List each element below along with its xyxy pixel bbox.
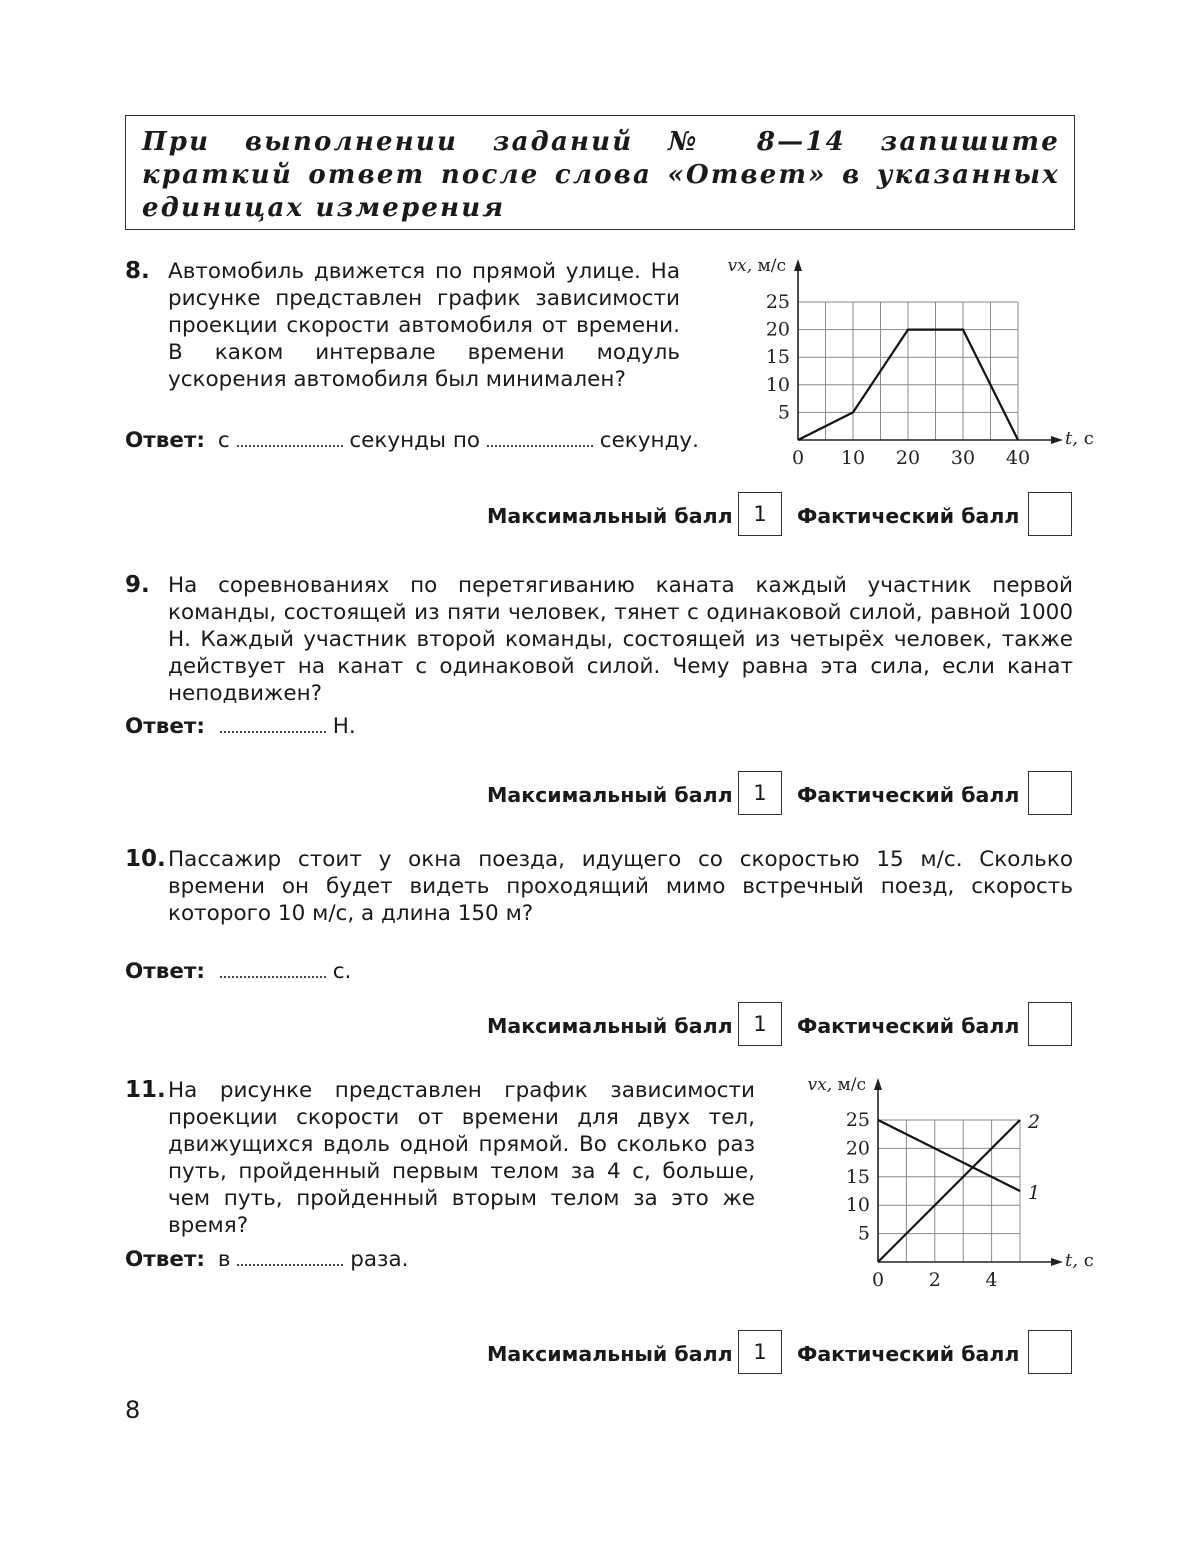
y-tick-label: 20 bbox=[765, 318, 790, 341]
y-tick-label: 15 bbox=[765, 346, 790, 369]
max-score-box: 1 bbox=[738, 771, 782, 815]
score-row-q11 bbox=[0, 1330, 1200, 1378]
question-11-number: 11. bbox=[125, 1077, 166, 1103]
score-row-q10 bbox=[0, 1002, 1200, 1050]
actual-score-label: Фактический балл bbox=[797, 783, 1020, 807]
x-axis-label: t, с bbox=[1065, 1250, 1094, 1271]
x-tick-label: 0 bbox=[871, 1269, 885, 1291]
x-tick-label: 0 bbox=[791, 447, 805, 469]
max-score-label: Максимальный балл bbox=[487, 783, 733, 807]
max-score-box: 1 bbox=[738, 1002, 782, 1046]
score-row-q9 bbox=[0, 771, 1200, 819]
y-axis-arrow bbox=[874, 1078, 882, 1090]
y-tick-label: 15 bbox=[845, 1165, 870, 1188]
x-tick-label: 2 bbox=[928, 1269, 941, 1291]
question-10-number: 10. bbox=[125, 846, 166, 872]
y-tick-label: 5 bbox=[777, 401, 790, 424]
max-score-box: 1 bbox=[738, 1330, 782, 1374]
answer-word: в bbox=[217, 1247, 231, 1272]
y-axis-label: vx, м/с bbox=[807, 1075, 866, 1095]
question-9-answer bbox=[125, 714, 356, 739]
answer-field[interactable] bbox=[487, 429, 593, 447]
y-tick-label: 25 bbox=[845, 1109, 870, 1131]
x-tick-label: 10 bbox=[840, 447, 866, 469]
instruction-text: При выполнении заданий № 8—14 запишите краткий ответ после слова «Ответ» в указанных единицах измерения bbox=[142, 127, 1060, 223]
answer-label: Ответ: bbox=[125, 428, 205, 453]
question-8-text: Автомобиль движется по прямой улице. На рисунке представлен график зависимости проекции скорости автомобиля от времени. В каком интервале времени модуль ускорения автомобиля был минимален? bbox=[168, 259, 680, 392]
answer-field[interactable] bbox=[237, 429, 343, 447]
answer-field[interactable] bbox=[220, 960, 326, 978]
max-score-label: Максимальный балл bbox=[487, 1342, 733, 1366]
x-axis-arrow bbox=[1051, 1258, 1063, 1266]
max-score-label: Максимальный балл bbox=[487, 504, 733, 528]
actual-score-label: Фактический балл bbox=[797, 1014, 1020, 1038]
answer-field[interactable] bbox=[237, 1248, 343, 1266]
series-label: 2 bbox=[1028, 1111, 1041, 1133]
y-axis-label: vx, м/с bbox=[727, 256, 786, 276]
chart-velocity-time-q11 bbox=[780, 1072, 1094, 1306]
question-9-text: На соревнованиях по перетягиванию каната каждый участник первой команды, состоящей из пяти человек, тянет с одинаковой силой, равной 1000 Н. Каждый участник второй команды, состоящей из четырёх человек, также действует на канат с одинаковой силой. Чему равна эта сила, если канат неподвижен? bbox=[168, 573, 1073, 706]
y-tick-label: 20 bbox=[845, 1137, 870, 1160]
actual-score-box[interactable] bbox=[1028, 1002, 1072, 1046]
x-axis-label: t, с bbox=[1065, 428, 1094, 449]
x-tick-label: 4 bbox=[985, 1269, 998, 1291]
x-tick-label: 40 bbox=[1005, 447, 1031, 469]
question-10-text: Пассажир стоит у окна поезда, идущего со скоростью 15 м/с. Сколько времени он будет видеть проходящий мимо встречный поезд, скорость которого 10 м/с, а длина 150 м? bbox=[168, 847, 1073, 926]
series-label: 1 bbox=[1028, 1182, 1041, 1204]
y-tick-label: 10 bbox=[845, 1194, 870, 1217]
series-line bbox=[878, 1120, 1020, 1262]
question-11-answer bbox=[125, 1247, 408, 1272]
answer-label: Ответ: bbox=[125, 959, 205, 984]
x-axis-arrow bbox=[1051, 436, 1063, 444]
answer-label: Ответ: bbox=[125, 714, 205, 739]
actual-score-label: Фактический балл bbox=[797, 1342, 1020, 1366]
actual-score-label: Фактический балл bbox=[797, 504, 1020, 528]
y-tick-label: 5 bbox=[857, 1222, 870, 1245]
actual-score-box[interactable] bbox=[1028, 771, 1072, 815]
answer-word: раза. bbox=[350, 1247, 409, 1272]
answer-word: с bbox=[217, 428, 230, 453]
question-8-number: 8. bbox=[125, 258, 150, 284]
instruction-box bbox=[125, 115, 1075, 230]
chart-velocity-time-q8 bbox=[700, 255, 1094, 479]
answer-unit: с. bbox=[332, 959, 352, 984]
score-row-q8 bbox=[0, 492, 1200, 540]
question-11-text: На рисунке представлен график зависимости проекции скорости от времени для двух тел, движущихся вдоль одной прямой. Во сколько раз путь, пройденный первым телом за 4 с, больше, чем путь, пройденный вторым телом за это же время? bbox=[168, 1078, 755, 1238]
series-line bbox=[878, 1120, 1020, 1191]
answer-word: секунду. bbox=[599, 428, 699, 453]
question-10-answer bbox=[125, 959, 351, 984]
actual-score-box[interactable] bbox=[1028, 492, 1072, 536]
question-8-answer bbox=[125, 428, 699, 453]
answer-unit: Н. bbox=[332, 714, 356, 739]
answer-label: Ответ: bbox=[125, 1247, 205, 1272]
actual-score-box[interactable] bbox=[1028, 1330, 1072, 1374]
max-score-label: Максимальный балл bbox=[487, 1014, 733, 1038]
question-9-number: 9. bbox=[125, 572, 150, 598]
x-tick-label: 20 bbox=[895, 447, 921, 469]
y-tick-label: 10 bbox=[765, 373, 790, 396]
x-tick-label: 30 bbox=[950, 447, 976, 469]
answer-word: секунды по bbox=[349, 428, 481, 453]
answer-field[interactable] bbox=[220, 715, 326, 733]
y-tick-label: 25 bbox=[765, 291, 790, 313]
page-number: 8 bbox=[125, 1396, 141, 1424]
y-axis-arrow bbox=[794, 259, 802, 271]
max-score-box: 1 bbox=[738, 492, 782, 536]
